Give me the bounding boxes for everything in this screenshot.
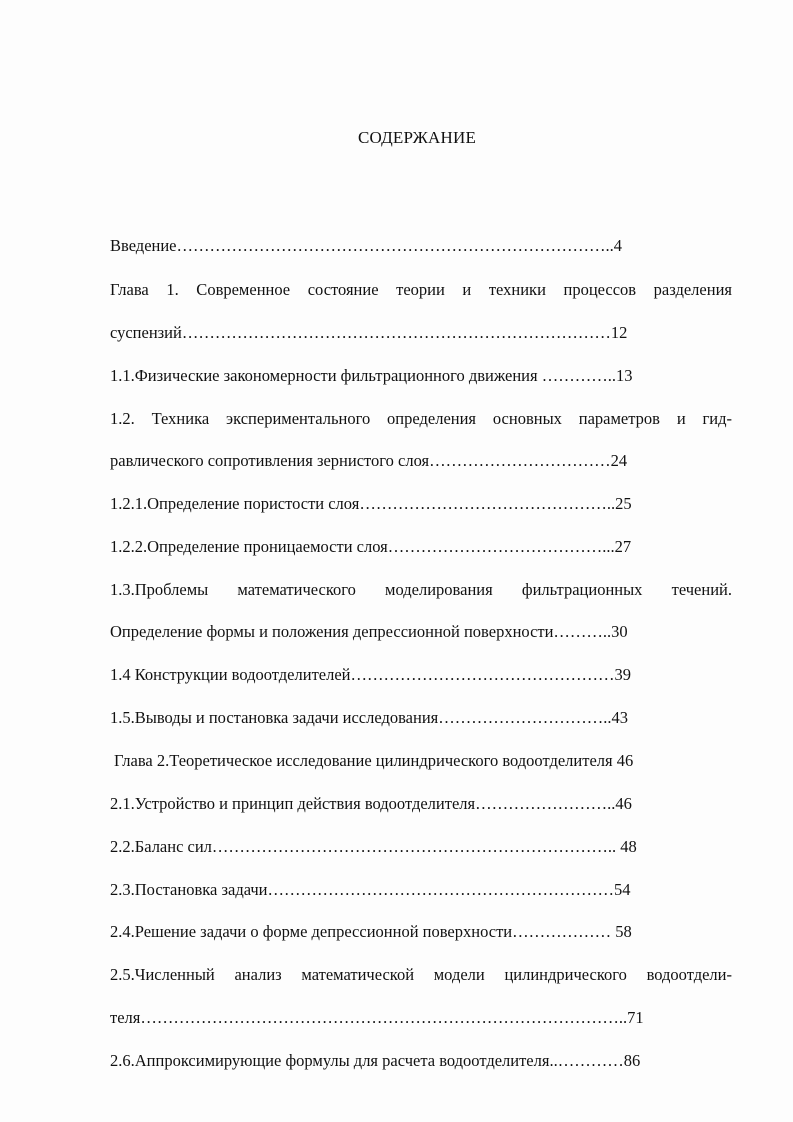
toc-entry-1-2: 1.2. Техника экспериментального определения основных параметров и гид- [110,409,732,428]
toc-entry-1-5: 1.5.Выводы и постановка задачи исследования…………………………..43 [110,708,629,727]
toc-entry-1-2-2: 1.2.2.Определение проницаемости слоя…………………………………...27 [110,537,632,556]
toc-entry-2-5-cont: теля……………………………………………………………………………..71 [110,1008,644,1027]
page-title: СОДЕРЖАНИЕ [357,128,477,147]
toc-entry-chapter-2: Глава 2.Теоретическое исследование цилиндрического водоотделителя 46 [114,751,634,770]
toc-entry-introduction: Введение……………………………………………………………………..4 [110,236,623,255]
toc-entry-chapter-1-cont: суспензий……………………………………………………………………12 [110,323,628,342]
toc-entry-2-4: 2.4.Решение задачи о форме депрессионной поверхности……………… 58 [110,922,632,941]
toc-entry-1-1: 1.1.Физические закономерности фильтрационного движения …………..13 [110,366,633,385]
toc-entry-2-2: 2.2.Баланс сил……………………………………………………………….. 48 [110,837,637,856]
toc-entry-1-3-cont: Определение формы и положения депрессионной поверхности………..30 [110,622,628,641]
toc-entry-1-3: 1.3.Проблемы математического моделирования фильтрационных течений. [110,580,732,599]
toc-entry-1-2-1: 1.2.1.Определение пористости слоя………………………………………..25 [110,494,632,513]
toc-entry-2-5: 2.5.Численный анализ математической модели цилиндрического водоотдели- [110,965,732,984]
toc-entry-1-2-cont: равлического сопротивления зернистого слоя……………………………24 [110,451,628,470]
toc-entry-2-1: 2.1.Устройство и принцип действия водоотделителя……………………..46 [110,794,632,813]
toc-entry-2-6: 2.6.Аппроксимирующие формулы для расчета водоотделителя..…………86 [110,1051,641,1070]
toc-entry-2-3: 2.3.Постановка задачи………………………………………………………54 [110,880,631,899]
toc-entry-chapter-1: Глава 1. Современное состояние теории и техники процессов разделения [110,280,732,299]
toc-entry-1-4: 1.4 Конструкции водоотделителей…………………………………………39 [110,665,631,684]
